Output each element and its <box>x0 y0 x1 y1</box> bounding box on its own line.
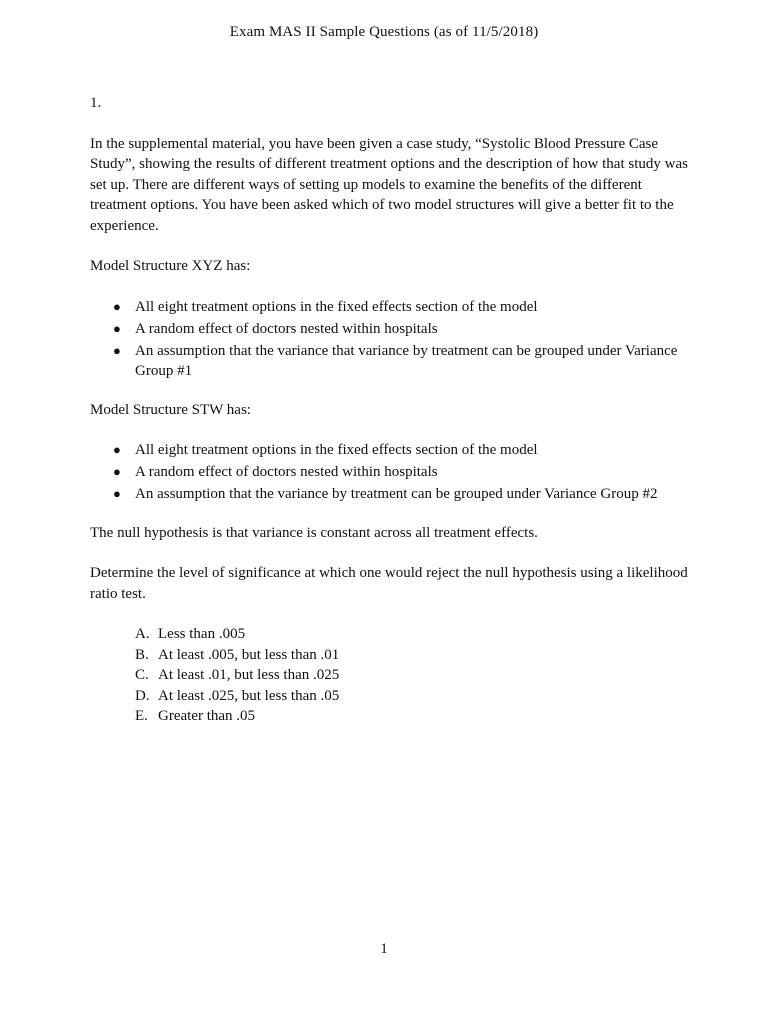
list-item <box>90 341 690 382</box>
choice-text: At least .025, but less than .05 <box>158 687 340 704</box>
bullet-icon: ● <box>113 342 121 358</box>
bullet-icon: ● <box>113 320 121 336</box>
question-number: 1. <box>90 95 102 111</box>
list-item <box>90 319 690 340</box>
choice-letter: E. <box>135 708 148 724</box>
choice-text: At least .01, but less than .025 <box>158 667 340 683</box>
list-item-text: A random effect of doctors nested within hospitals <box>135 320 438 337</box>
xyz-bullet-list <box>90 297 690 382</box>
list-item-text: An assumption that the variance that variance by treatment can be grouped under Variance Group #1 <box>135 342 678 379</box>
choice-letter: B. <box>135 646 149 663</box>
stw-heading: Model Structure STW has: <box>90 401 251 418</box>
list-item <box>90 484 690 505</box>
answer-choice-c <box>135 665 690 686</box>
choice-letter: D. <box>135 687 150 704</box>
answer-choice-a <box>135 624 690 645</box>
choice-text: At least .005, but less than .01 <box>158 646 340 663</box>
bullet-icon: ● <box>113 486 121 501</box>
choice-text: Less than .005 <box>158 626 246 642</box>
list-item <box>90 462 690 483</box>
page-header: Exam MAS II Sample Questions (as of 11/5/2018) <box>229 24 539 40</box>
null-hypothesis: The null hypothesis is that variance is constant across all treatment effects. <box>90 524 538 541</box>
question-body <box>90 93 690 727</box>
list-item <box>90 440 690 461</box>
list-item-text: All eight treatment options in the fixed effects section of the model <box>135 298 538 315</box>
list-item-text: An assumption that the variance by treatment can be grouped under Variance Group #2 <box>135 486 658 502</box>
list-item-text: A random effect of doctors nested within hospitals <box>135 464 438 480</box>
answer-choices <box>90 624 690 727</box>
bullet-icon: ● <box>113 442 121 457</box>
choice-letter: C. <box>135 667 149 683</box>
list-item-text: All eight treatment options in the fixed effects section of the model <box>135 442 538 458</box>
stw-bullet-list <box>90 440 690 505</box>
answer-choice-d <box>135 686 690 707</box>
page-number: 1 <box>380 941 388 957</box>
question-intro: In the supplemental material, you have been given a case study, “Systolic Blood Pressure Case Study”, showing the results of different treatment options and the description of how that study was set up. There are different ways of setting up models to examine the benefits of the different treatment options. You have been asked which of two model structures will give a better fit to the experience. <box>90 135 688 234</box>
choice-letter: A. <box>135 626 150 642</box>
question-prompt: Determine the level of significance at which one would reject the null hypothesis using a likelihood ratio test. <box>90 565 688 602</box>
xyz-heading: Model Structure XYZ has: <box>90 258 251 274</box>
list-item <box>90 297 690 318</box>
answer-choice-b <box>135 645 690 666</box>
bullet-icon: ● <box>113 464 121 479</box>
bullet-icon: ● <box>113 298 121 314</box>
choice-text: Greater than .05 <box>158 708 256 724</box>
answer-choice-e <box>135 706 690 727</box>
